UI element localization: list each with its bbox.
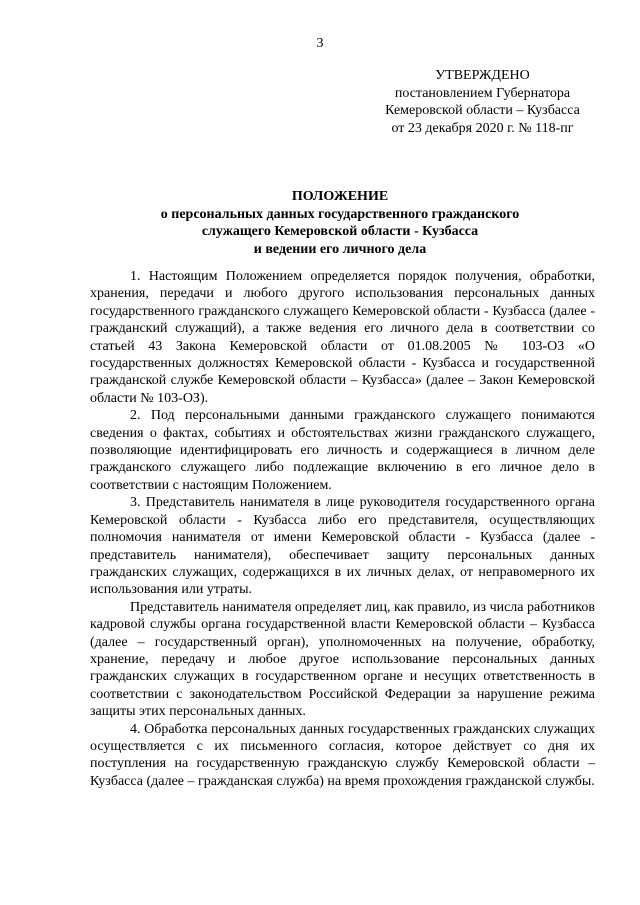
approval-region-line: Кемеровской области – Кузбасса [385, 103, 580, 118]
title-line-3: и ведении его личного дела [253, 241, 427, 257]
title-line-1: о персональных данных государственного гражданского [160, 206, 520, 222]
approval-decree-line: постановлением Губернатора [394, 85, 571, 101]
page-number: 3 [316, 36, 324, 51]
title-line-2: служащего Кемеровской области - Кузбасса [201, 224, 479, 239]
approval-heading: УТВЕРЖДЕНО [435, 68, 530, 83]
paragraph-2: 2. Под персональными данными гражданского служащего понимаются сведения о фактах, событиях и обстоятельствах жизни гражданского служащего, позволяющие идентифицировать его личность и содержащиеся в личном деле гражданского служащего либо подлежащие включению в его личное дело в соответствии с настоящим Положением. [90, 408, 595, 493]
paragraph-3-continued: Представитель нанимателя определяет лиц, как правило, из числа работников кадровой службы органа государственной власти Кемеровской области – Кузбасса (далее – государственный орган), уполномоченных на получение, обработку, хранение, передачу и любое другое использование персональных данных гражданских служащих в государственном органе и несущих ответственность в соответствии с законодательством Российской Федерации за нарушение режима защиты этих персональных данных. [90, 599, 595, 720]
approval-stamp [360, 67, 605, 137]
approval-date-line: от 23 декабря 2020 г. № 118-пг [391, 120, 574, 136]
paragraph-1: 1. Настоящим Положением определяется порядок получения, обработки, хранения, передачи и любого другого использования персональных данных государственного гражданского служащего Кемеровской области - Кузбасса (далее - гражданский служащий), а также ведения его личного дела в соответствии со статьей 43 Закона Кемеровской области от 01.08.2005 № 103-ОЗ «О государственных должностях Кемеровской области - Кузбасса и государственной гражданской службе Кемеровской области – Кузбасса» (далее – Закон Кемеровской области № 103-ОЗ). [90, 269, 595, 406]
title-heading: ПОЛОЖЕНИЕ [291, 189, 389, 204]
paragraph-3: 3. Представитель нанимателя в лице руководителя государственного органа Кемеровской области - Кузбасса либо его представителя, осуществляющих полномочия нанимателя от имени Кемеровской области - Кузбасса (далее - представитель нанимателя), обеспечивает защиту персональных данных гражданских служащих, содержащихся в их личных делах, от неправомерного их использования или утраты. [90, 495, 595, 598]
document-body [90, 268, 595, 790]
paragraph-4: 4. Обработка персональных данных государственных гражданских служащих осуществляется с их письменного согласия, которое действует со дня их поступления на государственную гражданскую службу Кемеровской области – Кузбасса (далее – гражданская служба) на время прохождения гражданской службы. [90, 721, 595, 789]
document-title [90, 188, 590, 258]
